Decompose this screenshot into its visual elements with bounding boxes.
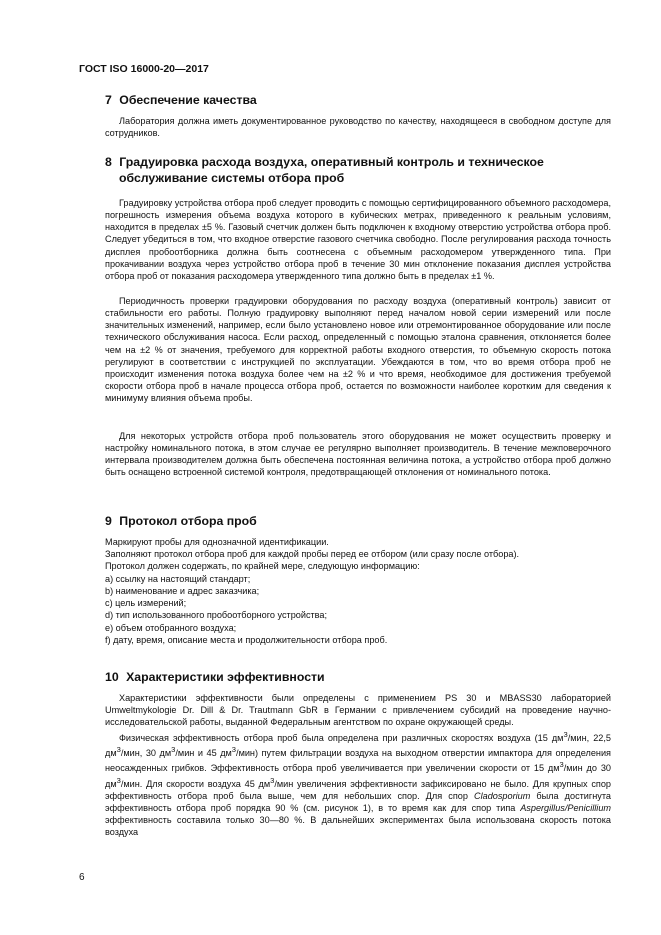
section-8-paragraph-2: Периодичность проверки градуировки оборудования по расходу воздуха (оперативный контроль) зависит от стабильности его работы. Полную градуировку выполняют перед началом новой серии измерений или после значительных изменений, например, если было установлено новое или отремонтированное оборудование или после технического обслуживания насоса. Если расход, определенный с помощью эталона сравнения, отклоняется более чем на ±2 % от значения, требуемого для корректной работы входного отверстия, то объемную скорость потока регулируют в соответствии с инструкцией по эксплуатации. Убеждаются в том, что во время отбора проб не происходит изменения потока воздуха более чем на ±2 % и что время, необходимое для достижения требуемой скорости отбора проб в начале процесса отбора проб, остается по возможности наиболее коротким для сведения к минимуму влияния объема пробы. [105,296,611,404]
section-8-paragraph-1: Градуировку устройства отбора проб следует проводить с помощью сертифицированного объемного расходомера, погрешность измерения объема воздуха которого в кубических метрах, приведенного к реальным условиям, находится в пределах ±5 %. Газовый счетчик должен быть подключен к входному отверстию устройства отбора проб. Следует убедиться в том, что входное отверстие газового счетчика свободно. После регулирования расхода точность дисплея пробоотборника должна быть соотнесена с объемным расходомером утвержденного типа. При прокачивании воздуха через устройство отбора проб в течение 30 мин отклонение показания дисплея устройства отбора проб от показания расходомера утвержденного типа должно быть в пределах ±1 %. [105,198,611,281]
section-7-paragraph: Лаборатория должна иметь документированное руководство по качеству, находящееся в свободном доступе для сотрудников. [105,116,611,139]
protocol-items-list [105,573,615,646]
section-10-paragraph-1: Характеристики эффективности были определены с применением PS 30 и MBASS30 лабораторией Umweltmykologie Dr. Dill & Dr. Trautmann GbR в Германии с привлечением субсидий на проведение научно-исследовательской работы, выданной Федеральным агентством по охране окружающей среды. [105,693,611,728]
section-number: 8 [105,155,112,169]
section-10-heading [105,669,325,685]
list-item: d) тип использованного пробоотборного устройства; [105,610,328,621]
section-8-paragraph-3: Для некоторых устройств отбора проб пользователь этого оборудования не может осуществить проверку и настройку номинального потока, в этом случае ее регулярно выполняет производитель. В течение межповерочного интервала производителем должна быть обеспечена постоянная величина потока, а устройство отбора проб должно быть оснащено встроенной системой контроля, предотвращающей отклонения от номинального потока. [105,431,611,478]
section-8-heading [105,154,544,186]
list-item: b) наименование и адрес заказчика; [105,586,260,597]
list-item: a) ссылку на настоящий стандарт; [105,574,251,584]
section-9-line-3: Протокол должен содержать, по крайней мере, следующую информацию: [105,561,420,571]
section-number: 9 [105,514,112,528]
section-9-line-1: Маркируют пробы для однозначной идентификации. [105,537,329,547]
section-number: 10 [105,670,119,684]
list-item: f) дату, время, описание места и продолжительности отбора проб. [105,634,388,645]
section-title: Обеспечение качества [119,93,257,107]
document-header: ГОСТ ISO 16000-20—2017 [79,63,209,75]
section-7-heading [105,92,257,108]
section-title: Характеристики эффективности [126,670,325,684]
list-item: e) объем отобранного воздуха; [105,622,237,633]
page-number: 6 [79,872,85,883]
section-9-line-2: Заполняют протокол отбора проб для каждой пробы перед ее отбором (или сразу после отбора). [105,549,520,559]
section-number: 7 [105,93,112,107]
section-9-heading [105,513,257,529]
section-title-line-1: Градуировка расхода воздуха, оперативный контроль и техническое [119,155,544,169]
section-title-line-2: обслуживание системы отбора проб [119,171,345,185]
section-10-paragraph-2: Физическая эффективность отбора проб была определена при различных скоростях воздуха (15 $дм^3$/мин, 22,5 $дм^3$/мин, 30 $дм^3$/мин и 45 $дм^3/мин$) путем фильтрации воздуха на выходном отверстии импактора для определения неосажденных грибков. Эффективность отбора проб увеличивается при увеличении скорости от 15 $дм^3$/мин до 30 $дм^3$/мин. Для скорости воздуха 45 $дм^3$/мин увеличения эффективности зафиксировано не было. Для крупных спор эффективность отбора проб была выше, чем для небольших спор. Для спор Cladosporium была достигнута эффективность отбора проб порядка 90 % (см. рисунок 1), в то время как для спор типа Aspergillus/Penicillium эффективность составила только 30—80 %. В дальнейших экспериментах была использована скорость потока воздуха [105,730,611,838]
section-title: Протокол отбора проб [119,514,257,528]
list-item: c) цель измерений; [105,598,187,609]
